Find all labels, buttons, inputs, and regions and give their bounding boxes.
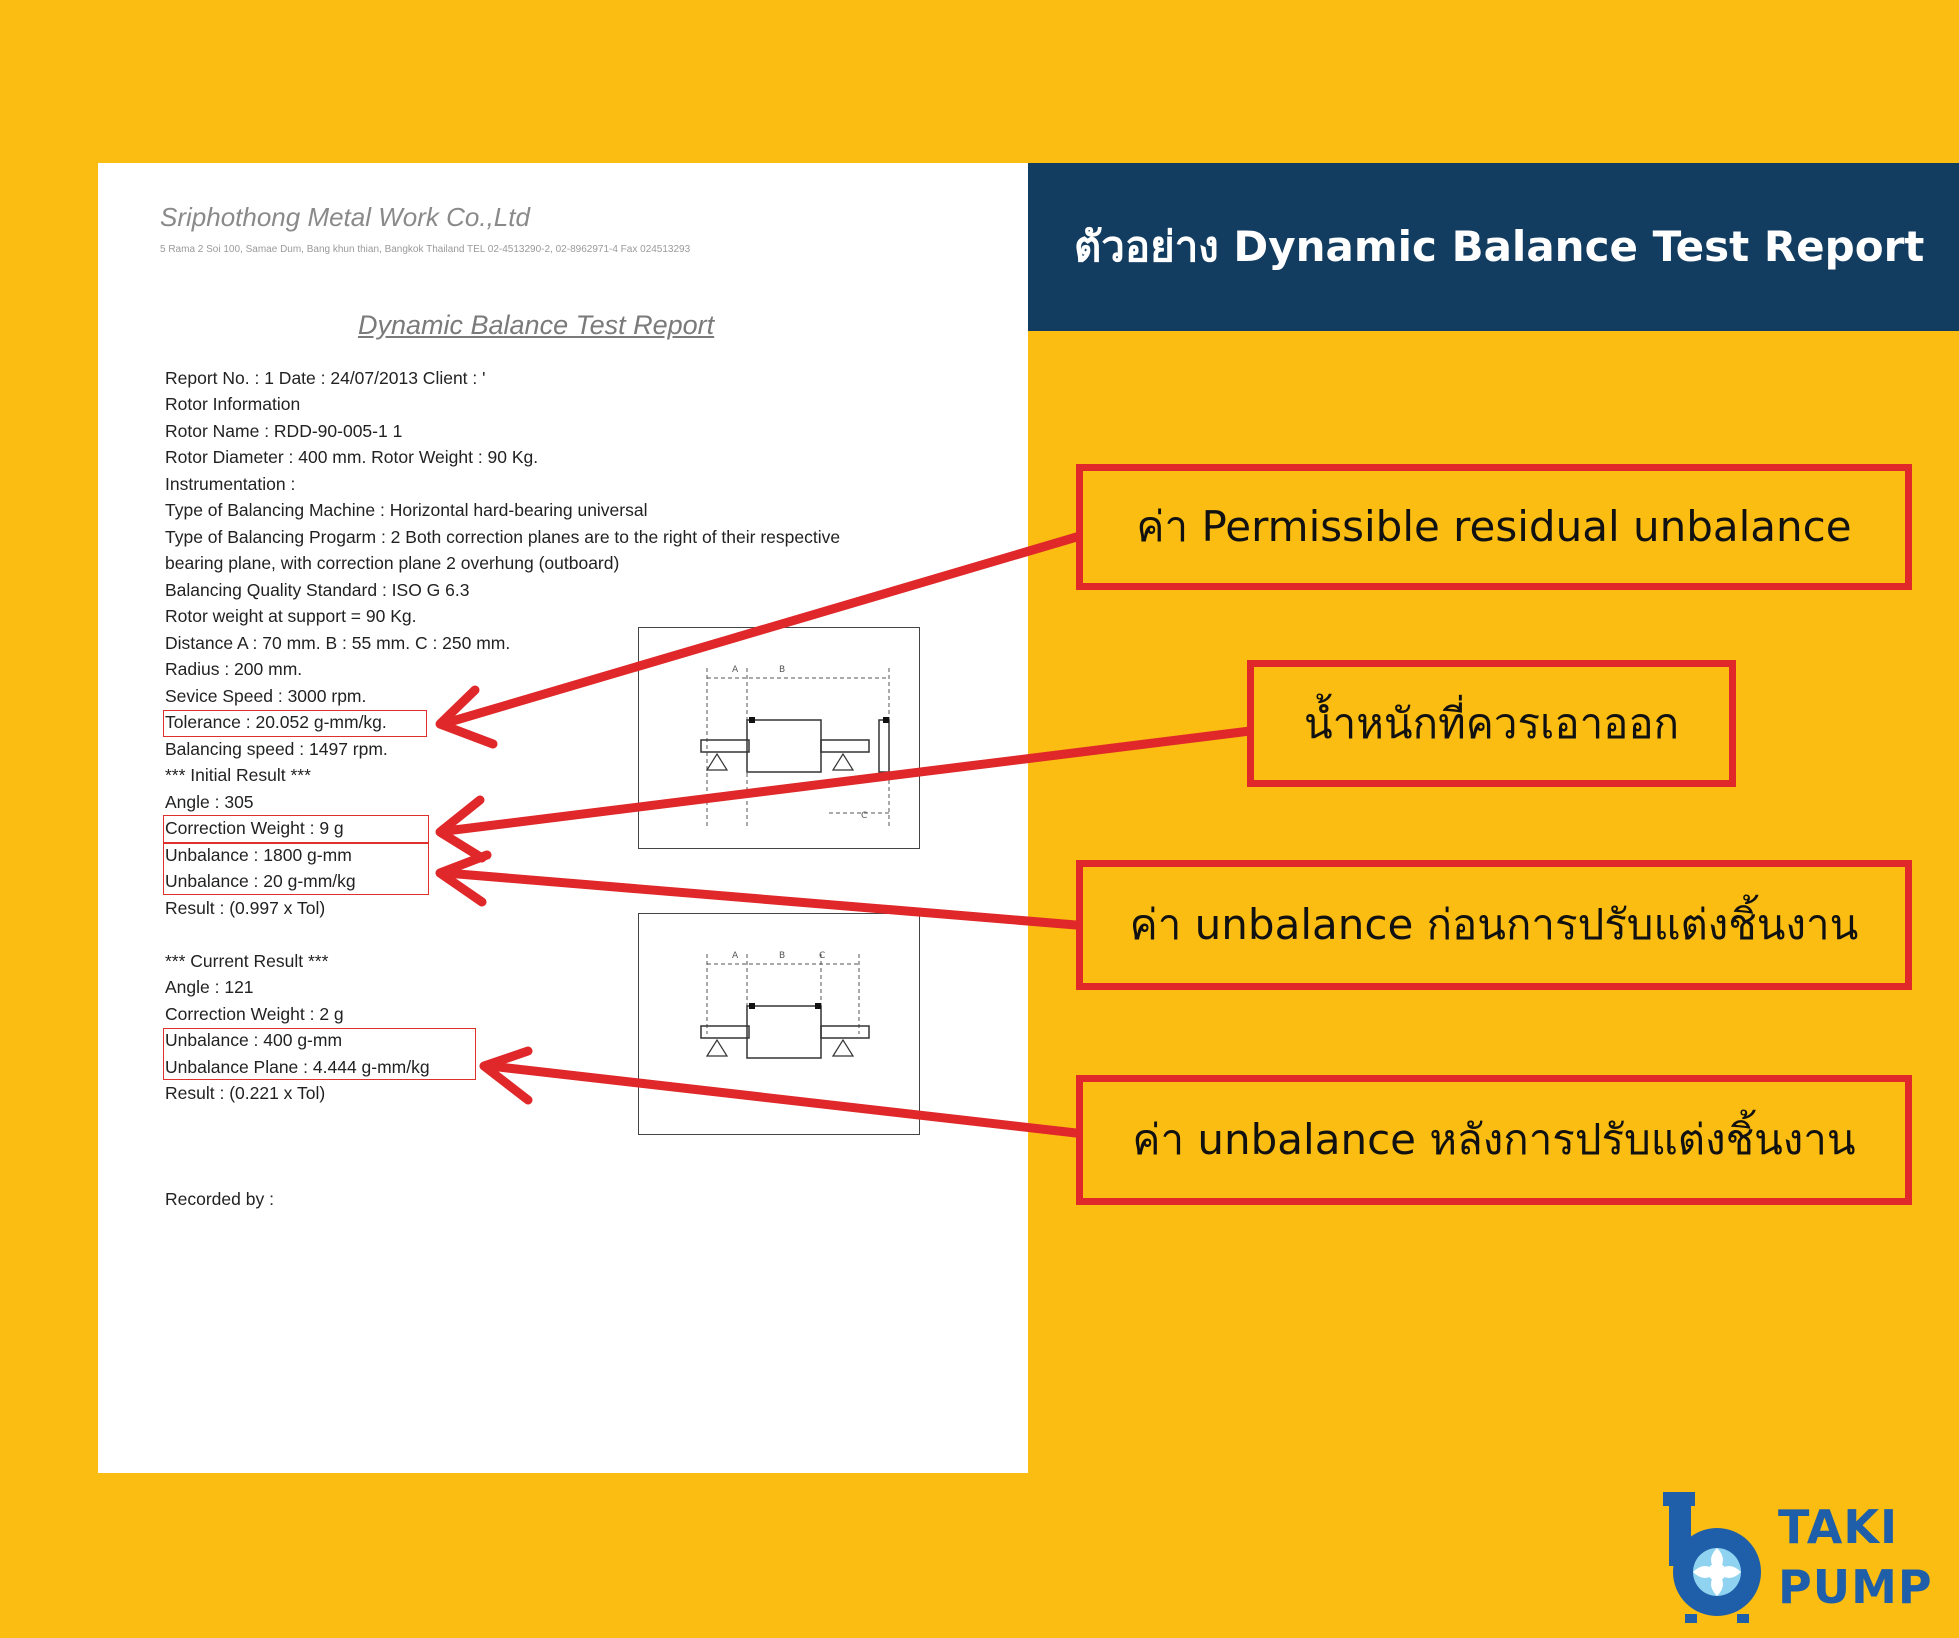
report-title: Dynamic Balance Test Report <box>358 310 715 340</box>
callout-unbalance-after <box>1076 1075 1912 1205</box>
logo-text-pump: PUMP <box>1778 1560 1933 1614</box>
callout-text: ค่า Permissible residual unbalance <box>1136 502 1852 551</box>
report-line: Result : (0.221 x Tol) <box>165 1083 326 1103</box>
report-line: Correction Weight : 2 g <box>165 1004 344 1024</box>
initial-unbalance-highlight <box>163 843 429 895</box>
report-line: Distance A : 70 mm. B : 55 mm. C : 250 mm. <box>165 633 511 653</box>
report-line: Unbalance : 400 g-mm <box>165 1030 343 1050</box>
dim-label-a: A <box>732 665 739 675</box>
rotor-diagram-current <box>638 913 920 1135</box>
report-line: Unbalance : 1800 g-mm <box>165 845 352 865</box>
callout-text: ค่า unbalance ก่อนการปรับแต่งชิ้นงาน <box>1129 900 1859 949</box>
report-line: Rotor Diameter : 400 mm. Rotor Weight : 90 Kg. <box>165 447 539 467</box>
current-unbalance-highlight <box>163 1028 476 1080</box>
report-line: *** Current Result *** <box>165 951 329 971</box>
report-line: Rotor Information <box>165 394 301 414</box>
report-line: Unbalance Plane : 4.444 g-mm/kg <box>165 1057 430 1077</box>
report-line: Report No. : 1 Date : 24/07/2013 Client : ' <box>165 368 486 388</box>
callout-text: ค่า unbalance หลังการปรับแต่งชิ้นงาน <box>1132 1115 1856 1164</box>
report-line: Balancing Quality Standard : ISO G 6.3 <box>165 580 470 600</box>
page-header <box>1028 163 1959 331</box>
report-line: Radius : 200 mm. <box>165 659 303 679</box>
report-line: Rotor weight at support = 90 Kg. <box>165 606 417 626</box>
dim-label-c: C <box>861 811 868 821</box>
correction-weight-highlight <box>163 815 429 843</box>
callout-unbalance-before <box>1076 860 1912 990</box>
callout-text: น้ำหนักที่ควรเอาออก <box>1303 698 1680 748</box>
rotor-drawing <box>639 628 921 850</box>
report-line: Tolerance : 20.052 g-mm/kg. <box>165 712 387 732</box>
dim-label-a: A <box>732 951 739 961</box>
dim-label-b: B <box>779 951 786 961</box>
report-line: Unbalance : 20 g-mm/kg <box>165 871 356 891</box>
report-line: Rotor Name : RDD-90-005-1 1 <box>165 421 403 441</box>
report-line: Result : (0.997 x Tol) <box>165 898 326 918</box>
dim-label-c: C <box>819 951 826 961</box>
rotor-diagram-initial <box>638 627 920 849</box>
tolerance-highlight <box>163 710 427 737</box>
report-line: Correction Weight : 9 g <box>165 818 344 838</box>
report-line: Sevice Speed : 3000 rpm. <box>165 686 367 706</box>
company-name: Sriphothong Metal Work Co.,Ltd <box>160 202 530 232</box>
report-line: Angle : 121 <box>165 977 254 997</box>
page-title: ตัวอย่าง Dynamic Balance Test Report <box>1074 222 1925 271</box>
report-line: Instrumentation : <box>165 474 296 494</box>
logo-text-taki: TAKI <box>1778 1500 1899 1554</box>
company-address: 5 Rama 2 Soi 100, Samae Dum, Bang khun thian, Bangkok Thailand TEL 02-4513290-2, 02-8962971-4 Fax 024513293 <box>160 244 691 255</box>
rotor-drawing <box>639 914 921 1136</box>
report-line: Balancing speed : 1497 rpm. <box>165 739 388 759</box>
dim-label-b: B <box>779 665 786 675</box>
callout-weight-to-remove <box>1247 660 1736 787</box>
report-line: *** Initial Result *** <box>165 765 311 785</box>
report-line: bearing plane, with correction plane 2 overhung (outboard) <box>165 553 620 573</box>
report-line: Type of Balancing Machine : Horizontal hard-bearing universal <box>165 500 648 520</box>
report-line: Type of Balancing Progarm : 2 Both correction planes are to the right of their respective <box>165 527 841 547</box>
callout-permissible-unbalance <box>1076 464 1912 590</box>
report-line: Angle : 305 <box>165 792 254 812</box>
report-line: Recorded by : <box>165 1189 274 1209</box>
